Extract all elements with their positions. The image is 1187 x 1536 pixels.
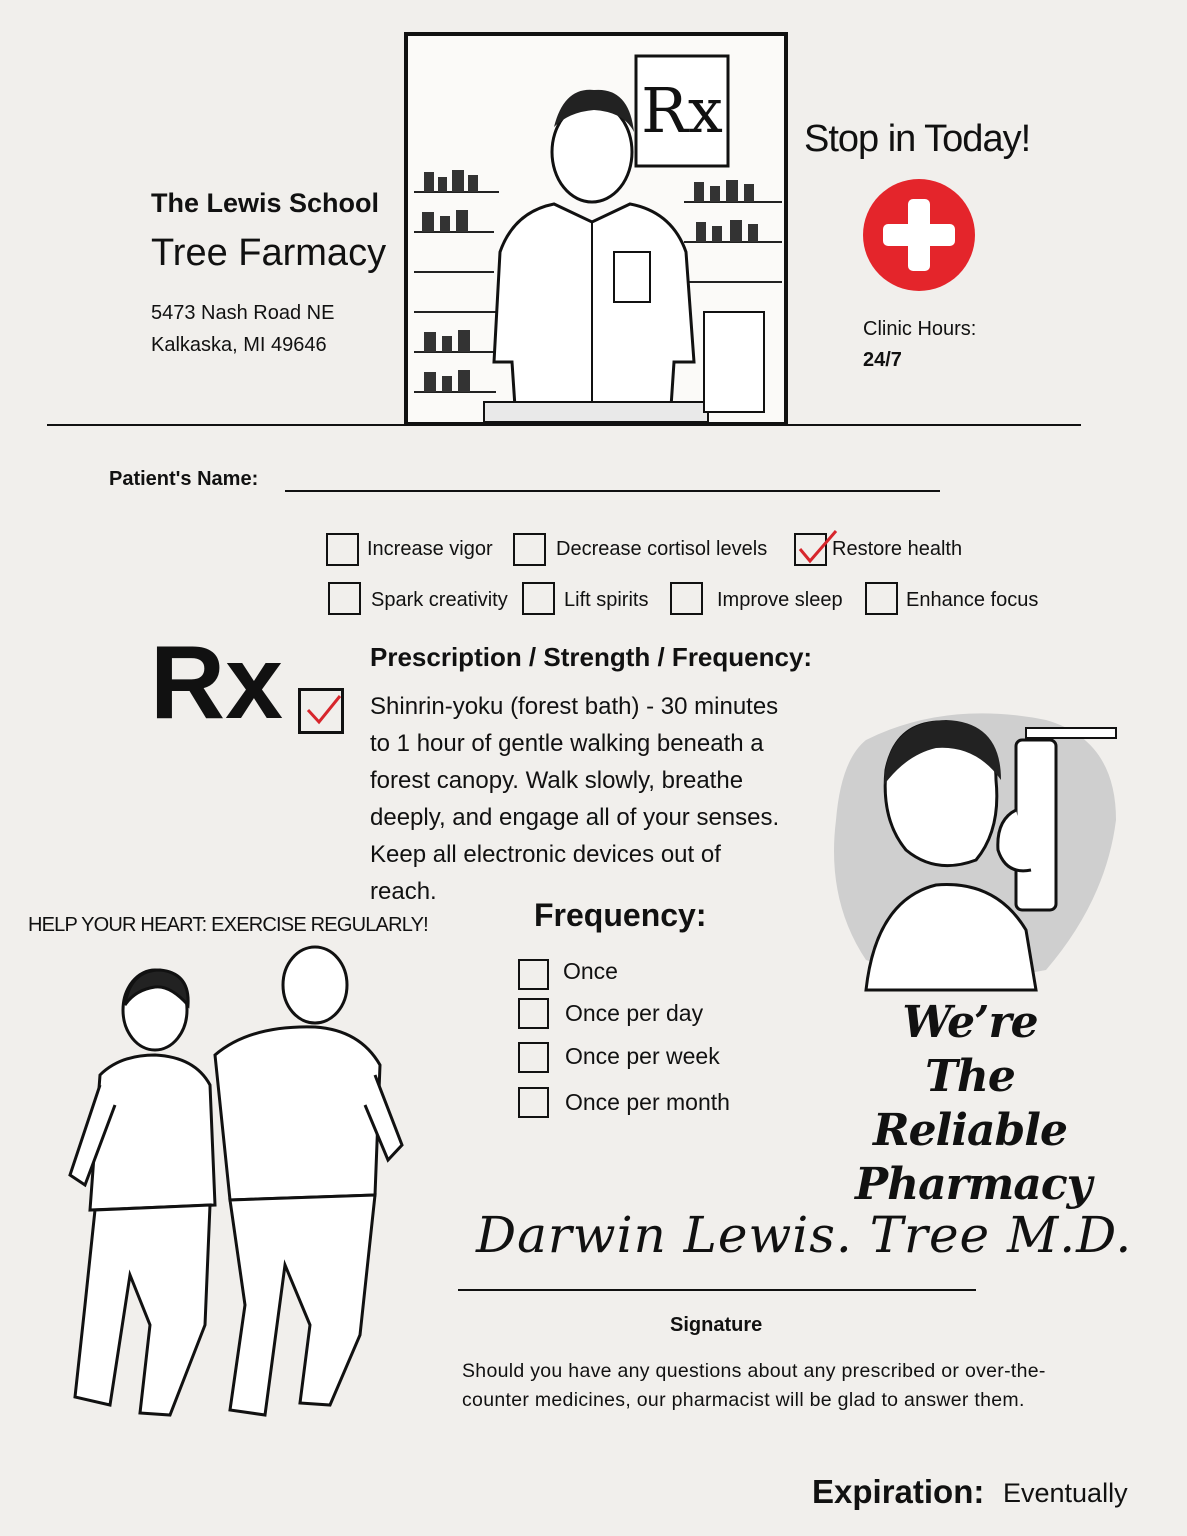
pharmacist-woman-illustration [826, 700, 1120, 990]
frequency-label: Once [563, 958, 618, 984]
heart-exercise-caption: HELP YOUR HEART: EXERCISE REGULARLY! [28, 914, 428, 936]
pharmacist-illustration [404, 32, 788, 426]
check-mark-icon [304, 692, 344, 728]
checkbox-freq-week[interactable] [518, 1042, 549, 1073]
checkbox-spark-creativity[interactable] [328, 582, 361, 615]
rx-sign-text: Rx [641, 74, 723, 147]
expiration-label: Expiration: [812, 1473, 985, 1510]
frequency-heading: Frequency: [534, 897, 707, 933]
checkbox-enhance-focus[interactable] [865, 582, 898, 615]
rx-letter: Rx [150, 625, 283, 741]
handwritten-signature: Darwin Lewis. Tree M.D. [476, 1206, 1133, 1264]
notice-line: Should you have any questions about any prescribed or over-the- [462, 1360, 1046, 1382]
checkbox-freq-month[interactable] [518, 1087, 549, 1118]
checkbox-lift-spirits[interactable] [522, 582, 555, 615]
patient-name-input[interactable] [285, 460, 940, 492]
checkbox-freq-day[interactable] [518, 998, 549, 1029]
clinic-hours-value: 24/7 [863, 349, 902, 371]
benefit-label: Restore health [832, 538, 963, 560]
prescription-line: forest canopy. Walk slowly, breathe [370, 767, 744, 794]
prescription-line: Keep all electronic devices out of [370, 841, 721, 868]
checkbox-freq-once[interactable] [518, 959, 549, 990]
exercise-couple-illustration [30, 945, 410, 1465]
prescription-line: to 1 hour of gentle walking beneath a [370, 730, 764, 757]
checkbox-increase-vigor[interactable] [326, 533, 359, 566]
prescription-line: reach. [370, 878, 437, 905]
benefit-label: Enhance focus [906, 589, 1039, 611]
red-cross-icon [863, 179, 975, 291]
signature-line [458, 1289, 976, 1291]
prescription-line: Shinrin-yoku (forest bath) - 30 minutes [370, 693, 779, 720]
benefit-label: Lift spirits [564, 589, 649, 611]
benefit-label: Decrease cortisol levels [556, 538, 768, 560]
benefit-label: Spark creativity [371, 589, 508, 611]
header-divider [47, 424, 1081, 426]
frequency-label: Once per day [565, 1000, 704, 1026]
signature-label: Signature [670, 1314, 763, 1336]
patient-name-label: Patient's Name: [109, 468, 259, 490]
farmacy-name: Tree Farmacy [151, 232, 387, 274]
rx-symbol [150, 625, 283, 768]
prescription-heading: Prescription / Strength / Frequency: [370, 642, 813, 672]
reliable-line: Reliable [873, 1105, 1067, 1156]
stop-in-today: Stop in Today! [804, 118, 1031, 160]
prescription-text [370, 688, 779, 910]
address-line1: 5473 Nash Road NE [151, 302, 335, 324]
pharmacist-notice [462, 1357, 1046, 1415]
frequency-label: Once per week [565, 1043, 720, 1069]
frequency-label: Once per month [565, 1089, 730, 1115]
prescription-line: deeply, and engage all of your senses. [370, 804, 780, 831]
clinic-hours-label: Clinic Hours: [863, 318, 977, 340]
checkbox-decrease-cortisol[interactable] [513, 533, 546, 566]
benefit-label: Increase vigor [367, 538, 493, 560]
notice-line: counter medicines, our pharmacist will be glad to answer them. [462, 1389, 1025, 1411]
address-line2: Kalkaska, MI 49646 [151, 334, 327, 356]
benefit-label: Improve sleep [717, 589, 843, 611]
reliable-line: Pharmacy [855, 1159, 1092, 1210]
reliable-pharmacy-ad [855, 996, 1092, 1212]
checkbox-improve-sleep[interactable] [670, 582, 703, 615]
reliable-line: We’re The [902, 997, 1038, 1102]
school-name: The Lewis School [151, 188, 380, 218]
expiration-value: Eventually [1003, 1478, 1128, 1508]
